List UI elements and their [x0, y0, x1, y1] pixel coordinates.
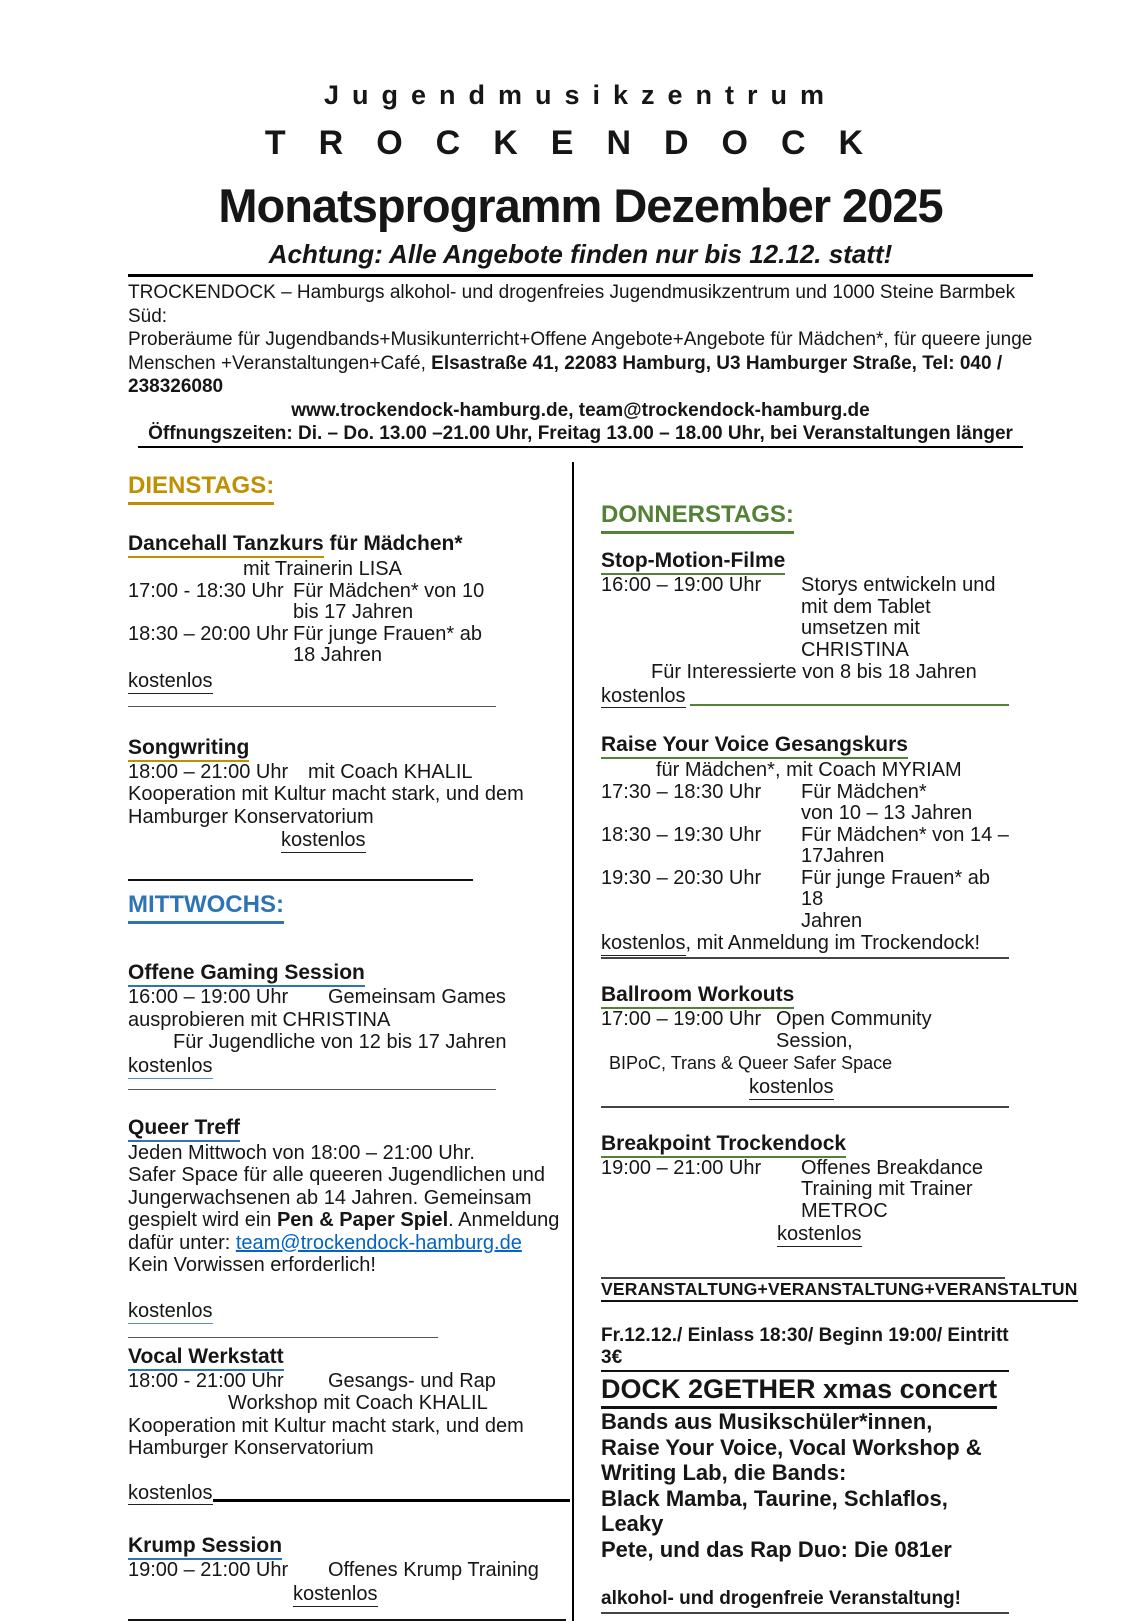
- price-line: [128, 670, 570, 694]
- concert-line: Black Mamba, Taurine, Schlaflos, Leaky: [601, 1485, 948, 1536]
- about-line3-text: Menschen +Veranstaltungen+Café,: [128, 352, 432, 374]
- event-text: [128, 1232, 570, 1255]
- price-label: kostenlos: [293, 1582, 378, 1605]
- org-name: TROCKENDOCK: [264, 124, 897, 162]
- price-label: kostenlos: [128, 1481, 213, 1504]
- pen-paper-highlight: Pen & Paper Spiel: [276, 1209, 449, 1231]
- event-title-queer-treff-label: Queer Treff: [128, 1116, 240, 1142]
- event-subtitle: mit Trainerin LISA: [243, 558, 402, 580]
- desc-cell: Für Mädchen* von 14 –: [801, 823, 1009, 846]
- section-divider: [601, 957, 1009, 959]
- events-banner-wrap: [601, 1279, 1078, 1302]
- event-text: Kein Vorwissen erforderlich!: [128, 1254, 376, 1276]
- price-line: [281, 829, 570, 853]
- event-text: Safer Space für alle queeren Jugendlichen und: [128, 1164, 545, 1186]
- event-row: [601, 1009, 1009, 1052]
- desc-cell: Offenes Breakdance: [801, 1156, 983, 1179]
- event-row: [601, 803, 1009, 825]
- event-title-gaming: [128, 961, 570, 987]
- desc-cell: METROC: [801, 1199, 888, 1222]
- email-link[interactable]: team@trockendock-hamburg.de: [235, 1231, 522, 1254]
- section-divider: [128, 1089, 496, 1090]
- event-text: Für Jugendliche von 12 bis 17 Jahren: [173, 1031, 507, 1053]
- time-cell: 19:00 – 21:00 Uhr: [601, 1156, 762, 1179]
- program-columns: [128, 462, 1078, 1621]
- time-cell: [128, 602, 293, 624]
- event-title-breakpoint: [601, 1132, 1009, 1158]
- time-cell: 17:00 - 18:30 Uhr: [128, 579, 284, 602]
- event-row: [128, 624, 570, 646]
- time-cell: [601, 618, 801, 640]
- contact-line: www.trockendock-hamburg.de, team@trockendock-hamburg.de: [291, 399, 870, 421]
- event-row: [128, 987, 570, 1009]
- price-line: [601, 686, 1009, 709]
- concert-title: DOCK 2GETHER xmas concert: [601, 1374, 997, 1409]
- concert-line: Writing Lab, die Bands:: [601, 1460, 847, 1485]
- event-row: [128, 762, 570, 784]
- day-heading-tuesday-label: DIENSTAGS:: [128, 472, 274, 505]
- event-title-queer-treff: [128, 1116, 570, 1142]
- about-line2: Proberäume für Jugendbands+Musikunterricht+Offene Angebote+Angebote für Mädchen*, für queere junge: [128, 329, 1033, 350]
- section-divider: [601, 1106, 1009, 1108]
- ruled-line: [690, 686, 1010, 707]
- about-line3: [128, 352, 1033, 399]
- event-row: [601, 1179, 1009, 1201]
- org-type: Jugendmusikzentrum: [323, 80, 838, 110]
- desc-cell: Für junge Frauen* ab 18: [801, 866, 991, 910]
- time-cell: [601, 911, 801, 933]
- desc-cell: Offenes Krump Training: [328, 1559, 539, 1581]
- time-cell: [601, 597, 801, 619]
- desc-cell: Für Mädchen* von 10: [293, 579, 485, 602]
- concert-info-wrap: [601, 1325, 1009, 1372]
- time-cell: [601, 1201, 801, 1223]
- desc-cell: Gesangs- und Rap: [328, 1369, 496, 1392]
- event-text: Kooperation mit Kultur macht stark, und dem: [128, 783, 524, 805]
- desc-cell: CHRISTINA: [801, 638, 909, 661]
- desc-cell: Gemeinsam Games: [328, 986, 506, 1008]
- event-row: [601, 1158, 1009, 1180]
- event-title-ballroom-label: Ballroom Workouts: [601, 983, 794, 1009]
- time-cell: 16:00 – 19:00 Uhr: [128, 986, 289, 1008]
- price-label: kostenlos: [601, 684, 686, 707]
- event-text: Hamburger Konservatorium: [128, 805, 374, 828]
- desc-cell: 18 Jahren: [293, 644, 382, 666]
- event-text-part: dafür unter:: [128, 1231, 236, 1254]
- event-row: [601, 846, 1009, 868]
- concert-info: Fr.12.12./ Einlass 18:30/ Beginn 19:00/ Eintritt 3€: [601, 1325, 1009, 1372]
- desc-cell: Jahren: [801, 909, 863, 932]
- event-text: ausprobieren mit CHRISTINA: [128, 1008, 391, 1031]
- price-label: kostenlos: [128, 669, 213, 692]
- event-text: Hamburger Konservatorium: [128, 1437, 374, 1459]
- desc-cell: 17Jahren: [801, 845, 885, 867]
- section-divider: [128, 879, 473, 881]
- opening-hours: Öffnungszeiten: Di. – Do. 13.00 –21.00 Uhr, Freitag 13.00 – 18.00 Uhr, bei Veranstaltungen länger: [138, 423, 1023, 448]
- event-row: [601, 618, 1009, 640]
- time-cell: [601, 1179, 801, 1201]
- event-title-stop-motion: [601, 549, 1009, 575]
- price-line: [128, 1055, 570, 1079]
- time-cell: 18:00 – 21:00 Uhr: [128, 760, 289, 783]
- time-cell: 19:00 – 21:00 Uhr: [128, 1559, 289, 1581]
- price-line: [749, 1076, 1009, 1100]
- time-cell: 18:30 – 19:30 Uhr: [601, 823, 762, 846]
- header-rule: [128, 274, 1033, 277]
- day-heading-thursday: [601, 501, 1009, 534]
- concert-line: Bands aus Musikschüler*innen,: [601, 1409, 933, 1434]
- event-row: [601, 782, 1009, 804]
- price-line: [293, 1583, 570, 1607]
- section-divider: [128, 1619, 566, 1621]
- left-column: [128, 462, 570, 1621]
- time-cell: 17:00 – 19:00 Uhr: [601, 1008, 762, 1030]
- event-row: [601, 575, 1009, 597]
- price-line: [777, 1223, 1009, 1247]
- time-cell: 17:30 – 18:30 Uhr: [601, 780, 762, 803]
- event-text: Jungerwachsenen ab 14 Jahren. Gemeinsam: [128, 1186, 532, 1209]
- desc-cell: mit dem Tablet: [801, 595, 931, 618]
- concert-note: alkohol- und drogenfreie Veranstaltung!: [601, 1588, 961, 1609]
- time-cell: [601, 640, 801, 662]
- time-cell: [601, 846, 801, 868]
- event-row: [128, 602, 570, 624]
- event-title-songwriting-label: Songwriting: [128, 736, 249, 762]
- day-heading-tuesday: [128, 472, 570, 505]
- event-row: [128, 1560, 570, 1582]
- time-cell: 18:00 - 21:00 Uhr: [128, 1369, 284, 1392]
- time-cell: [601, 803, 801, 825]
- event-text: Workshop mit Coach KHALIL: [228, 1392, 488, 1414]
- desc-cell: Training mit Trainer: [801, 1178, 973, 1200]
- event-title-raise-voice: [601, 733, 1009, 759]
- desc-cell: bis 17 Jahren: [293, 601, 414, 623]
- event-title-raise-voice-label: Raise Your Voice Gesangskurs: [601, 733, 908, 759]
- desc-cell: Für junge Frauen* ab: [293, 622, 483, 645]
- address-text: Elsastraße 41, 22083 Hamburg, U3 Hamburger Straße, Tel: 040 / 238326080: [128, 352, 1003, 397]
- right-column: [574, 462, 1078, 1621]
- section-divider: [128, 706, 496, 707]
- event-row: [128, 645, 570, 667]
- event-title-stop-motion-label: Stop-Motion-Filme: [601, 549, 785, 575]
- event-subtitle: für Mädchen*, mit Coach MYRIAM: [656, 759, 962, 781]
- event-title-dancehall-rest: für Mädchen*: [323, 532, 463, 555]
- price-label: kostenlos: [128, 1054, 213, 1077]
- about-line1: TROCKENDOCK – Hamburgs alkohol- und drogenfreies Jugendmusikzentrum und 1000 Steine Barmbek Süd:: [128, 282, 1016, 327]
- desc-cell: mit Coach KHALIL: [308, 760, 473, 783]
- event-row: [128, 1371, 570, 1393]
- price-label: kostenlos: [749, 1075, 834, 1098]
- section-divider: [128, 1337, 438, 1338]
- day-heading-wednesday: [128, 891, 570, 924]
- event-text: BIPoC, Trans & Queer Safer Space: [609, 1053, 893, 1073]
- day-heading-thursday-label: DONNERSTAGS:: [601, 501, 794, 534]
- event-title-krump: [128, 1534, 570, 1560]
- event-row: [601, 1201, 1009, 1223]
- event-title-vocal-label: Vocal Werkstatt: [128, 1345, 284, 1371]
- event-row: [601, 825, 1009, 847]
- desc-cell: umsetzen mit: [801, 617, 920, 639]
- event-row: [128, 581, 570, 603]
- time-cell: 16:00 – 19:00 Uhr: [601, 574, 762, 596]
- price-label: kostenlos: [777, 1223, 862, 1245]
- event-title-songwriting: [128, 736, 570, 762]
- price-label: kostenlos: [128, 1299, 213, 1322]
- section-divider: [601, 1612, 1009, 1614]
- event-text-part: gespielt wird ein: [128, 1209, 277, 1231]
- flyer-page: [128, 0, 1078, 1621]
- event-title-ballroom: [601, 983, 1009, 1009]
- event-title-dancehall-underlined: Dancehall Tanzkurs: [128, 532, 324, 558]
- event-title-dancehall: [128, 532, 570, 558]
- event-row: [601, 640, 1009, 662]
- event-title-krump-label: Krump Session: [128, 1534, 282, 1560]
- event-title-gaming-label: Offene Gaming Session: [128, 961, 365, 987]
- price-line: [128, 1483, 570, 1506]
- hours-wrap: [128, 423, 1033, 448]
- event-row: [601, 911, 1009, 933]
- event-title-vocal: [128, 1345, 570, 1371]
- about-paragraph: [128, 281, 1033, 399]
- event-text: Für Interessierte von 8 bis 18 Jahren: [651, 661, 977, 683]
- time-cell: 18:30 – 20:00 Uhr: [128, 622, 289, 645]
- price-label: kostenlos: [281, 829, 366, 851]
- concert-line: Raise Your Voice, Vocal Workshop &: [601, 1434, 982, 1460]
- desc-cell: Open Community Session,: [776, 1008, 932, 1052]
- event-text: Kooperation mit Kultur macht stark, und dem: [128, 1414, 524, 1437]
- price-line: [601, 932, 1009, 956]
- desc-cell: Storys entwickeln und: [801, 574, 996, 596]
- event-row: [601, 868, 1009, 911]
- event-text: Jeden Mittwoch von 18:00 – 21:00 Uhr.: [128, 1141, 475, 1164]
- event-title-breakpoint-label: Breakpoint Trockendock: [601, 1132, 846, 1158]
- event-row: [601, 597, 1009, 619]
- event-text-part: . Anmeldung: [448, 1209, 560, 1231]
- day-heading-wednesday-label: MITTWOCHS:: [128, 891, 284, 924]
- notice-line: Achtung: Alle Angebote finden nur bis 12.12. statt!: [268, 239, 893, 269]
- page-title: Monatsprogramm Dezember 2025: [218, 179, 943, 232]
- time-cell: 19:30 – 20:30 Uhr: [601, 866, 762, 889]
- events-banner: VERANSTALTUNG+VERANSTALTUNG+VERANSTALTUN: [601, 1279, 1078, 1302]
- desc-cell: von 10 – 13 Jahren: [801, 802, 973, 824]
- ruled-line: [213, 1483, 571, 1503]
- price-label: kostenlos: [601, 932, 686, 954]
- desc-cell: Für Mädchen*: [801, 780, 927, 803]
- price-note: , mit Anmeldung im Trockendock!: [685, 932, 981, 954]
- event-text: [128, 1209, 570, 1232]
- price-line: [128, 1300, 570, 1324]
- concert-line: Pete, und das Rap Duo: Die 081er: [601, 1536, 952, 1562]
- time-cell: [128, 645, 293, 667]
- concert-title-wrap: [601, 1374, 1009, 1409]
- header: [128, 80, 1033, 448]
